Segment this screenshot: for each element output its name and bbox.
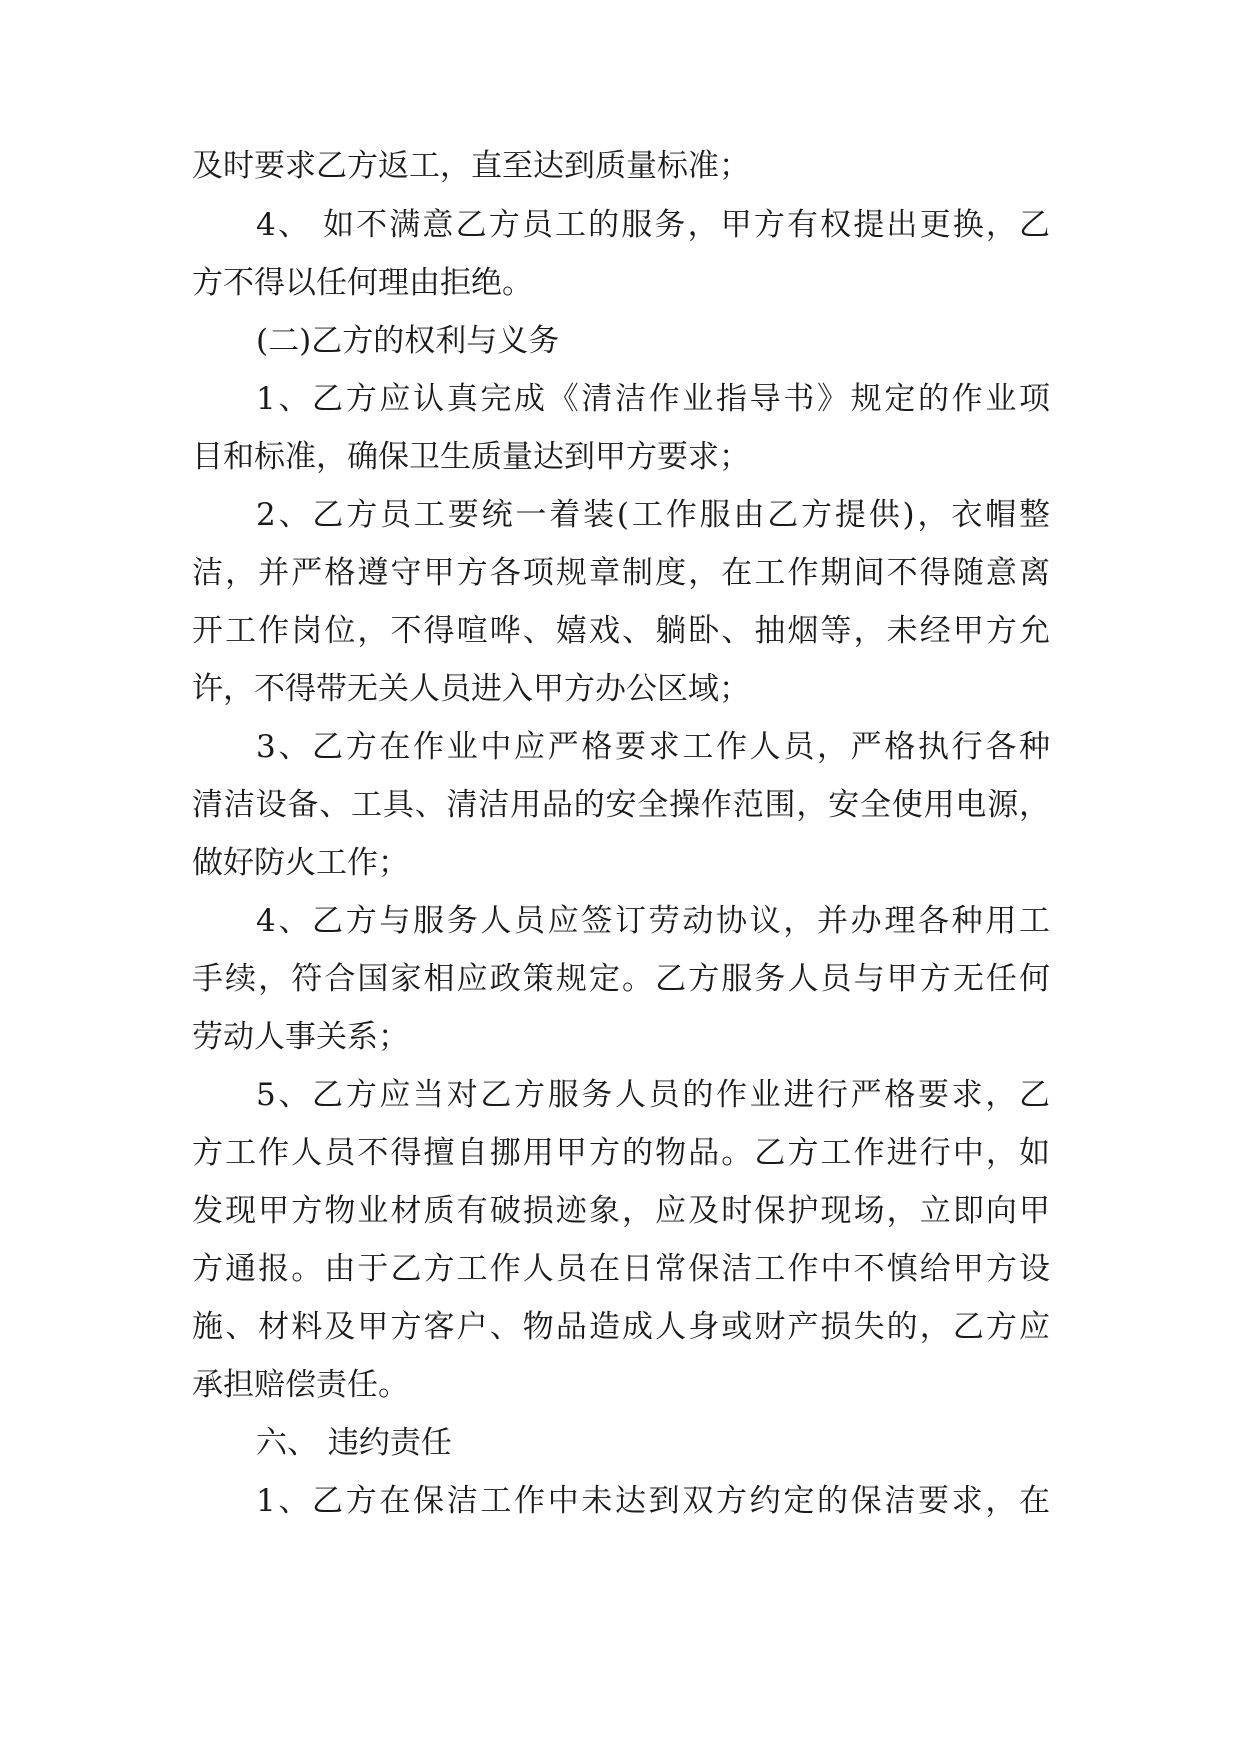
text-line: 3、乙方在作业中应严格要求工作人员，严格执行各种 [256,729,1050,765]
text-line: 1、乙方应认真完成《清洁作业指导书》规定的作业项 [256,381,1050,417]
section-heading: (二)乙方的权利与义务 [256,323,560,359]
text-line: 方通报。由于乙方工作人员在日常保洁工作中不慎给甲方设 [192,1251,1050,1287]
text-line: 目和标准，确保卫生质量达到甲方要求； [192,439,750,475]
text-line: 2、乙方员工要统一着装(工作服由乙方提供)，衣帽整 [256,497,1050,533]
text-line: 5、乙方应当对乙方服务人员的作业进行严格要求，乙 [256,1077,1050,1113]
text-line: 方工作人员不得擅自挪用甲方的物品。乙方工作进行中，如 [192,1135,1050,1171]
text-line: 做好防火工作； [192,845,409,881]
text-line: 4、 如不满意乙方员工的服务，甲方有权提出更换，乙 [256,207,1050,243]
section-heading: 六、 违约责任 [256,1425,452,1461]
text-line: 4、乙方与服务人员应签订劳动协议，并办理各种用工 [256,903,1050,939]
text-line: 及时要求乙方返工，直至达到质量标准； [192,148,750,184]
text-line: 洁，并严格遵守甲方各项规章制度，在工作期间不得随意离 [192,555,1050,591]
text-line: 发现甲方物业材质有破损迹象，应及时保护现场，立即向甲 [192,1193,1050,1229]
text-line: 施、材料及甲方客户、物品造成人身或财产损失的，乙方应 [192,1309,1050,1345]
text-line: 1、乙方在保洁工作中未达到双方约定的保洁要求，在 [256,1483,1050,1519]
text-line: 手续，符合国家相应政策规定。乙方服务人员与甲方无任何 [192,961,1050,997]
text-line: 方不得以任何理由拒绝。 [192,265,533,301]
text-line: 承担赔偿责任。 [192,1367,409,1403]
text-line: 清洁设备、工具、清洁用品的安全操作范围，安全使用电源， [192,787,1050,823]
text-line: 劳动人事关系； [192,1019,409,1055]
text-line: 开工作岗位，不得喧哗、嬉戏、躺卧、抽烟等，未经甲方允 [192,613,1050,649]
text-line: 许，不得带无关人员进入甲方办公区域； [192,671,750,707]
